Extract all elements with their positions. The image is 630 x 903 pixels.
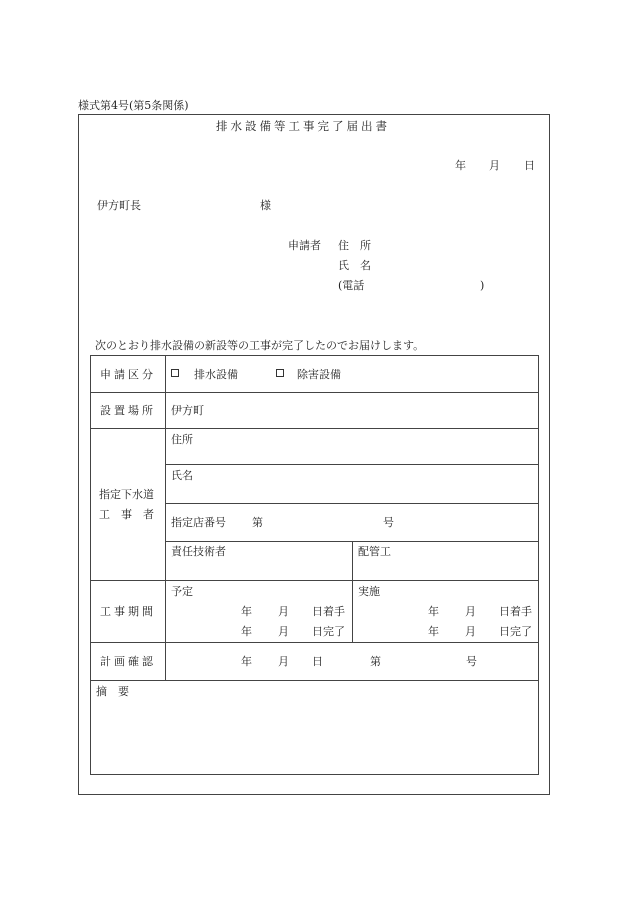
planned-start-label: 日着手 (312, 605, 345, 618)
statement-text: 次のとおり排水設備の新設等の工事が完了したのでお届けします。 (95, 339, 425, 352)
sub-row-divider (165, 464, 539, 465)
contractor-address-label: 住所 (171, 433, 193, 446)
form-number: 様式第4号(第5条関係) (78, 99, 189, 112)
planned-end-label: 日完了 (312, 625, 345, 638)
contractor-label-line2: 工 事 者 (99, 508, 154, 521)
confirm-year: 年 (241, 655, 252, 668)
form-title: 排水設備等工事完了届出書 (216, 119, 390, 133)
plumber-label: 配管工 (358, 545, 391, 558)
location-label: 設置場所 (100, 404, 156, 417)
store-number-go: 号 (383, 516, 394, 529)
addressee-name: 伊方町長 (97, 199, 141, 212)
applicant-phone-label: (電話 (338, 279, 365, 292)
row-divider (90, 428, 539, 429)
engineer-label: 責任技術者 (171, 545, 226, 558)
actual-start-month: 月 (465, 605, 476, 618)
row-divider (90, 680, 539, 681)
period-label: 工事期間 (100, 605, 156, 618)
planned-label: 予定 (171, 585, 193, 598)
planned-start-month: 月 (278, 605, 289, 618)
date-year-label: 年 (455, 159, 466, 172)
date-month-label: 月 (489, 159, 500, 172)
checkbox-drainage[interactable] (171, 369, 179, 377)
report-table (90, 355, 539, 775)
contractor-name-label: 氏名 (171, 469, 193, 482)
planned-end-month: 月 (278, 625, 289, 638)
actual-end-label: 日完了 (499, 625, 532, 638)
contractor-label-line1: 指定下水道 (99, 488, 154, 501)
actual-start-year: 年 (428, 605, 439, 618)
label-column-divider (165, 355, 166, 680)
confirm-dai: 第 (370, 655, 381, 668)
confirm-label: 計画確認 (100, 655, 156, 668)
planned-start-year: 年 (241, 605, 252, 618)
category-label: 申請区分 (100, 368, 156, 381)
applicant-name-label: 氏 名 (338, 259, 371, 272)
location-value: 伊方町 (171, 404, 204, 417)
applicant-label: 申請者 (288, 239, 321, 252)
actual-label: 実施 (358, 585, 380, 598)
actual-start-label: 日着手 (499, 605, 532, 618)
addressee-honorific: 様 (260, 199, 271, 212)
confirm-month: 月 (278, 655, 289, 668)
actual-end-month: 月 (465, 625, 476, 638)
confirm-day: 日 (312, 655, 323, 668)
option-pollution-removal-label: 除害設備 (297, 368, 341, 381)
engineer-plumber-divider (352, 541, 353, 580)
row-divider (90, 642, 539, 643)
sub-row-divider (165, 503, 539, 504)
planned-actual-divider (352, 580, 353, 642)
option-drainage-label: 排水設備 (194, 368, 238, 381)
store-number-label: 指定店番号 (171, 516, 226, 529)
date-day-label: 日 (524, 159, 535, 172)
applicant-phone-close: ) (480, 279, 485, 292)
remarks-label: 摘 要 (96, 685, 129, 698)
confirm-go: 号 (466, 655, 477, 668)
actual-end-year: 年 (428, 625, 439, 638)
row-divider (90, 392, 539, 393)
planned-end-year: 年 (241, 625, 252, 638)
checkbox-pollution-removal[interactable] (276, 369, 284, 377)
store-number-dai: 第 (252, 516, 263, 529)
row-divider (90, 580, 539, 581)
applicant-address-label: 住 所 (338, 239, 371, 252)
